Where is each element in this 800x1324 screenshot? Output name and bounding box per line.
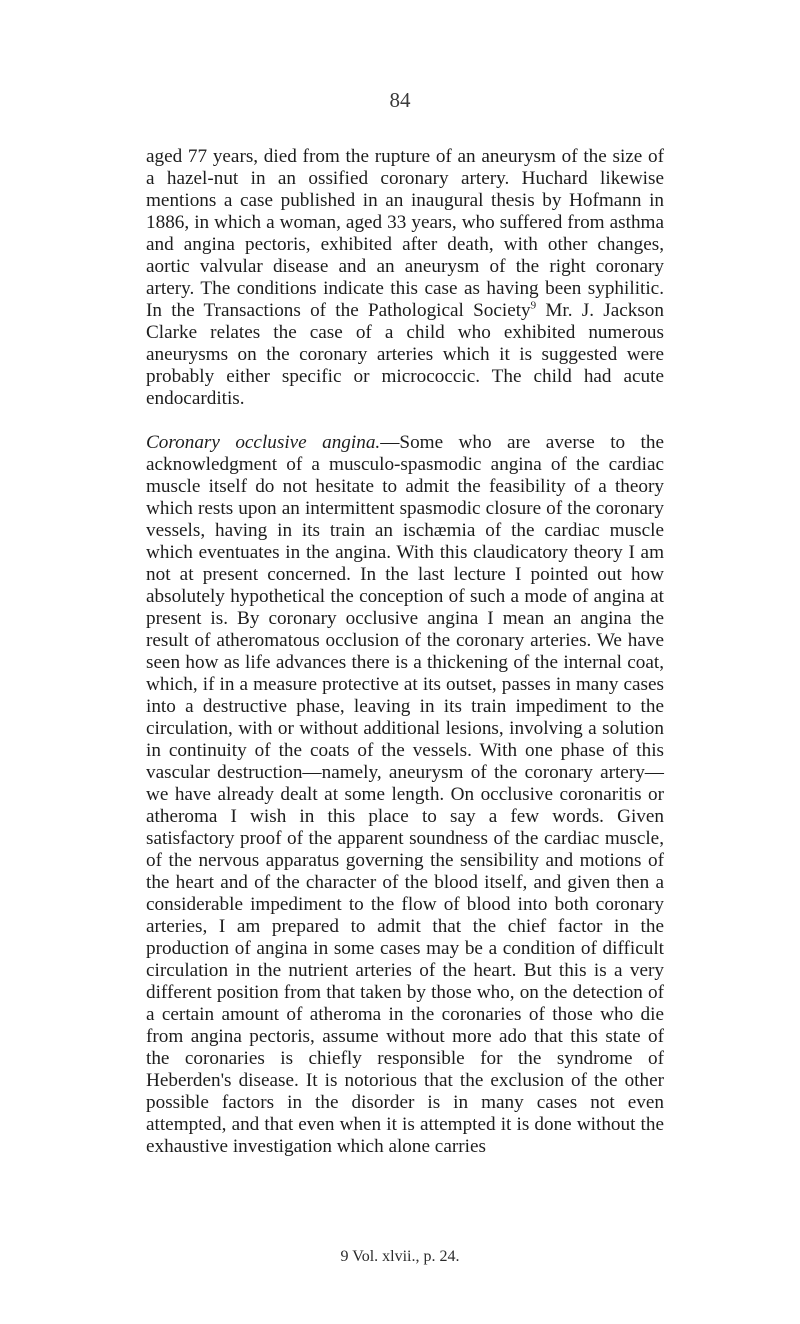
page-number: 84: [389, 88, 411, 112]
paragraph-coronary-occlusive-angina: [146, 432, 664, 1158]
paragraph-2-text: —Some who are averse to the acknowledgment of a musculo-spasmodic angina of the cardiac muscle itself do not hesitate to admit the feasibility of a theory which rests upon an intermittent spasmodic closure of the coronary vessels, having in its train an ischæmia of the cardiac muscle which eventuates in the angina. With this claudicatory theory I am not at present concerned. In the last lecture I pointed out how absolutely hypothetical the conception of such a mode of angina at present is. By coronary occlusive angina I mean an angina the result of atheromatous occlusion of the coronary arteries. We have seen how as life advances there is a thickening of the internal coat, which, if in a measure protective at its outset, passes in many cases into a destructive phase, leaving in its train impediment to the circulation, with or without additional lesions, involving a solution in continuity of the coats of the vessels. With one phase of this vascular destruction—namely, aneurysm of the coronary artery—we have already dealt at some length. On occlusive coronaritis or atheroma I wish in this place to say a few words. Given satisfactory proof of the apparent soundness of the cardiac muscle, of the nervous apparatus governing the sensibility and motions of the heart and of the character of the blood itself, and given then a considerable impediment to the flow of blood into both coronary arteries, I am prepared to admit that the chief factor in the production of angina in some cases may be a condition of difficult circulation in the nutrient arteries of the heart. But this is a very different position from that taken by those who, on the detection of a certain amount of atheroma in the coronaries of those who die from angina pectoris, assume without more ado that this state of the coronaries is chiefly responsible for the syndrome of Heberden's disease. It is notorious that the exclusion of the other possible factors in the disorder is in many cases not even attempted, and that even when it is attempted it is done without the exhaustive investigation which alone carries: [146, 432, 664, 1157]
paragraph-1-continuation: Mr. J. Jackson Clarke relates the case of a child who exhibited numerous aneurysms on the coronary arteries which it is suggested were probably either specific or micrococcic. The child had acute endocarditis.: [146, 300, 664, 409]
paragraph-1-text: aged 77 years, died from the rupture of an aneurysm of the size of a hazel-nut in an ossified coronary artery. Huchard likewise mentions a case published in an inaugural thesis by Hofmann in 1886, in which a woman, aged 33 years, who suffered from asthma and angina pectoris, exhibited after death, with other changes, aortic valvular disease and an aneurysm of the right coronary artery. The conditions indicate this case as having been syphilitic. In the Transactions of the Pathological Society: [146, 146, 664, 321]
paragraph-aneurysm-cases: [146, 146, 664, 410]
body-text: [146, 146, 664, 1158]
section-heading: Coronary occlusive angina.: [146, 432, 381, 453]
footnote-reference: 9: [530, 299, 537, 312]
footnote: 9 Vol. xlvii., p. 24.: [340, 1248, 460, 1265]
